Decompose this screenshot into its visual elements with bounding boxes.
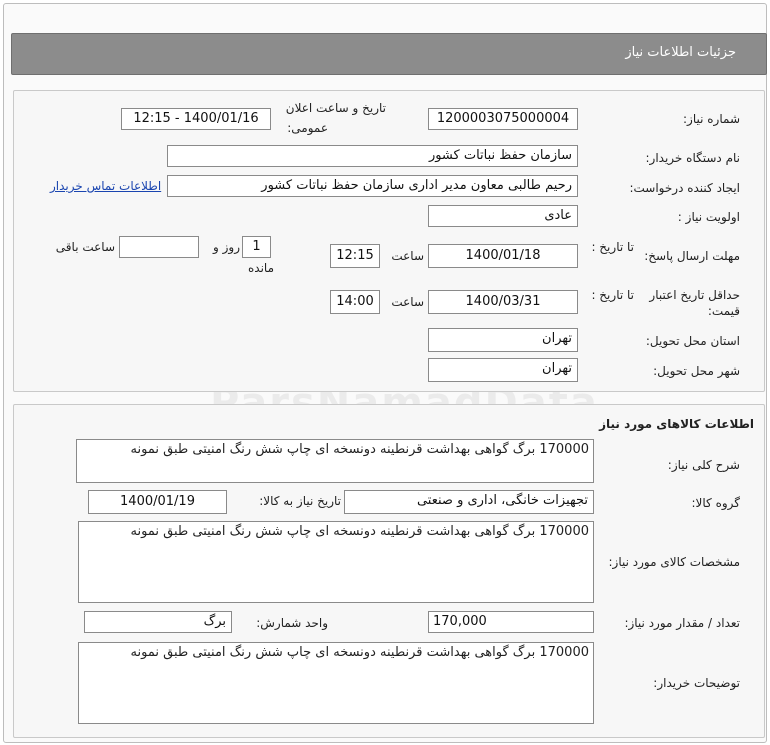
page-title: جزئیات اطلاعات نیاز [625,45,736,60]
deadline-time-field: 12:15 [330,244,380,268]
qty-label: تعداد / مقدار مورد نیاز: [624,616,740,630]
announce-label: تاریخ و ساعت اعلان [285,101,386,115]
group-label: گروه کالا: [691,496,740,510]
deadline-label: مهلت ارسال پاسخ: [644,249,740,263]
goods-section-title: اطلاعات کالاهای مورد نیاز [599,417,754,431]
deadline-date-field: 1400/01/18 [428,244,578,268]
buyer-org-field: سازمان حفظ نباتات کشور [167,145,578,167]
validity-date-field: 1400/03/31 [428,290,578,314]
province-label: استان محل تحویل: [645,334,740,348]
remaining-label: ساعت باقی [55,240,115,254]
announce-datetime-field: 1400/01/16 - 12:15 [121,108,271,130]
buyer-notes-field: 170000 برگ گواهی بهداشت قرنطینه دونسخه ای چاپ شش رنگ امنیتی طبق نمونه [78,642,594,724]
need-number-field: 1200003075000004 [428,108,578,130]
creator-field: رحیم طالبی معاون مدیر اداری سازمان حفظ نباتات کشور [167,175,578,197]
summary-field: 170000 برگ گواهی بهداشت قرنطینه دونسخه ای چاپ شش رنگ امنیتی طبق نمونه [76,439,594,483]
validity-label: حداقل تاریخ اعتبار [649,288,740,302]
validity-label-2: قیمت: [707,304,740,318]
city-field: تهران [428,358,578,382]
city-label: شهر محل تحویل: [653,364,740,378]
need-date-field: 1400/01/19 [88,490,227,514]
group-field: تجهیزات خانگی، اداری و صنعتی [344,490,594,514]
validity-to-date-label: تا تاریخ : [591,288,634,302]
priority-label: اولویت نیاز : [677,210,740,224]
buyer-org-label: نام دستگاه خریدار: [645,151,740,165]
validity-time-field: 14:00 [330,290,380,314]
creator-label: ایجاد کننده درخواست: [629,181,740,195]
qty-field: 170,000 [428,611,594,633]
priority-field: عادی [428,205,578,227]
remaining-days-field: 1 [242,236,271,258]
unit-field: برگ [84,611,232,633]
validity-time-label: ساعت [391,295,424,309]
buyer-notes-label: توضیحات خریدار: [653,676,740,690]
need-number-label: شماره نیاز: [683,112,740,126]
summary-label: شرح کلی نیاز: [667,458,740,472]
province-field: تهران [428,328,578,352]
days-label: روز و [213,240,240,254]
remaining-label-2: مانده [247,261,274,275]
page-header [11,33,767,75]
deadline-to-date-label: تا تاریخ : [591,240,634,254]
unit-label: واحد شمارش: [256,616,328,630]
remaining-hours-field [119,236,199,258]
deadline-time-label: ساعت [391,249,424,263]
specs-field: 170000 برگ گواهی بهداشت قرنطینه دونسخه ای چاپ شش رنگ امنیتی طبق نمونه [78,521,594,603]
announce-label-2: عمومی: [287,121,328,135]
specs-label: مشخصات کالای مورد نیاز: [608,555,740,569]
buyer-contact-link[interactable]: اطلاعات تماس خریدار [50,179,162,193]
need-date-label: تاریخ نیاز به کالا: [259,494,341,508]
